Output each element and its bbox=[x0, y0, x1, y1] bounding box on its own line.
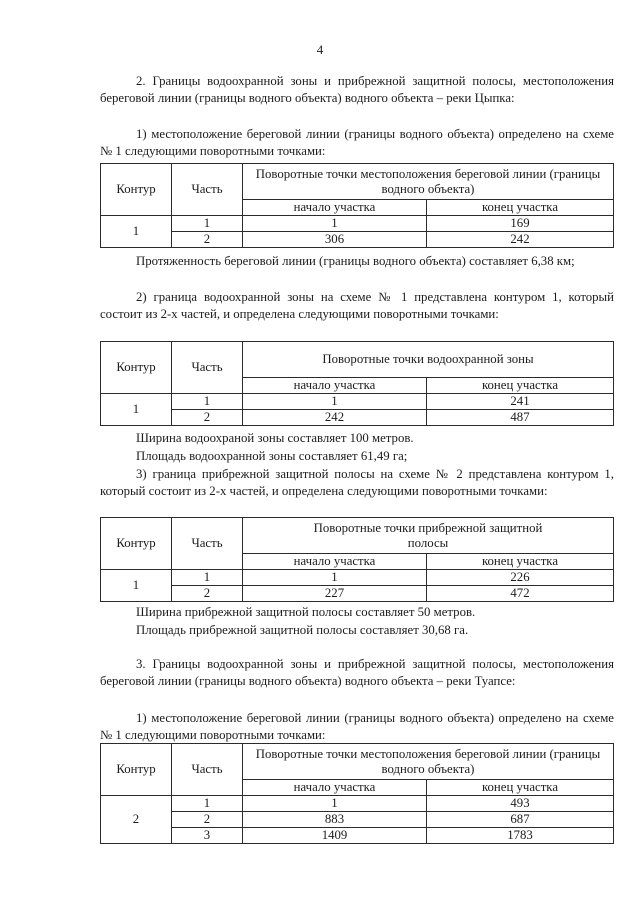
table-row bbox=[101, 232, 614, 248]
header-points: Поворотные точки прибрежной защитной полосы bbox=[243, 518, 614, 554]
header-start: начало участка bbox=[243, 780, 427, 796]
header-contour: Контур bbox=[101, 164, 172, 216]
section-2-table-1 bbox=[100, 163, 614, 248]
section-2-item-3-note-2: Площадь прибрежной защитной полосы составляет 30,68 га. bbox=[136, 623, 469, 637]
end-cell: 687 bbox=[427, 812, 614, 828]
end-cell: 493 bbox=[427, 796, 614, 812]
section-3-heading: 3. Границы водоохранной зоны и прибрежной защитной полосы, местоположения береговой линии (границы водного объекта) водного объекта – реки Туапсе: bbox=[100, 657, 614, 689]
header-contour: Контур bbox=[101, 518, 172, 570]
start-cell: 1 bbox=[243, 394, 427, 410]
end-cell: 487 bbox=[427, 410, 614, 426]
section-2-heading: 2. Границы водоохранной зоны и прибрежной защитной полосы, местоположения береговой линии (границы водного объекта) водного объекта – реки Цыпка: bbox=[100, 74, 614, 106]
table-row bbox=[101, 796, 614, 812]
end-cell: 472 bbox=[427, 586, 614, 602]
contour-cell: 1 bbox=[101, 216, 172, 248]
end-cell: 169 bbox=[427, 216, 614, 232]
header-part: Часть bbox=[172, 164, 243, 216]
end-cell: 1783 bbox=[427, 828, 614, 844]
table-row bbox=[101, 410, 614, 426]
contour-cell: 1 bbox=[101, 394, 172, 426]
start-cell: 883 bbox=[243, 812, 427, 828]
table-row bbox=[101, 828, 614, 844]
table-row bbox=[101, 570, 614, 586]
header-end: конец участка bbox=[427, 554, 614, 570]
table-row bbox=[101, 812, 614, 828]
header-part: Часть bbox=[172, 518, 243, 570]
part-cell: 1 bbox=[172, 216, 243, 232]
start-cell: 1409 bbox=[243, 828, 427, 844]
section-2-item-1-intro: 1) местоположение береговой линии (границы водного объекта) определено на схеме № 1 следующими поворотными точками: bbox=[100, 127, 614, 159]
part-cell: 1 bbox=[172, 394, 243, 410]
part-cell: 3 bbox=[172, 828, 243, 844]
section-2-table-2 bbox=[100, 341, 614, 426]
section-2-item-2-note-1: Ширина водоохраной зоны составляет 100 метров. bbox=[136, 431, 414, 445]
start-cell: 1 bbox=[243, 796, 427, 812]
header-start: начало участка bbox=[243, 378, 427, 394]
page-number: 4 bbox=[316, 42, 324, 57]
header-points: Поворотные точки местоположения береговой линии (границы водного объекта) bbox=[243, 744, 614, 780]
end-cell: 226 bbox=[427, 570, 614, 586]
section-2-item-3-intro: 3) граница прибрежной защитной полосы на схеме № 2 представлена контуром 1, который состоит из 2-х частей, и определена следующими поворотными точками: bbox=[100, 467, 614, 499]
header-start: начало участка bbox=[243, 200, 427, 216]
section-2-item-1-note: Протяженность береговой линии (границы водного объекта) составляет 6,38 км; bbox=[136, 254, 575, 268]
part-cell: 1 bbox=[172, 796, 243, 812]
section-2-item-2-intro: 2) граница водоохранной зоны на схеме № 1 представлена контуром 1, который состоит из 2-х частей, и определена следующими поворотными точками: bbox=[100, 290, 614, 322]
part-cell: 2 bbox=[172, 812, 243, 828]
header-points: Поворотные точки водоохранной зоны bbox=[243, 342, 614, 378]
start-cell: 242 bbox=[243, 410, 427, 426]
header-contour: Контур bbox=[101, 342, 172, 394]
section-3-item-1-intro: 1) местоположение береговой линии (границы водного объекта) определено на схеме № 1 следующими поворотными точками: bbox=[100, 711, 614, 743]
section-3-table-1 bbox=[100, 743, 614, 844]
start-cell: 306 bbox=[243, 232, 427, 248]
table-row bbox=[101, 394, 614, 410]
contour-cell: 1 bbox=[101, 570, 172, 602]
header-part: Часть bbox=[172, 744, 243, 796]
header-part: Часть bbox=[172, 342, 243, 394]
header-contour: Контур bbox=[101, 744, 172, 796]
header-start: начало участка bbox=[243, 554, 427, 570]
end-cell: 241 bbox=[427, 394, 614, 410]
table-row bbox=[101, 216, 614, 232]
part-cell: 2 bbox=[172, 586, 243, 602]
part-cell: 2 bbox=[172, 232, 243, 248]
part-cell: 1 bbox=[172, 570, 243, 586]
section-2-table-3 bbox=[100, 517, 614, 602]
table-row bbox=[101, 586, 614, 602]
contour-cell: 2 bbox=[101, 796, 172, 844]
header-end: конец участка bbox=[427, 780, 614, 796]
start-cell: 227 bbox=[243, 586, 427, 602]
end-cell: 242 bbox=[427, 232, 614, 248]
start-cell: 1 bbox=[243, 570, 427, 586]
part-cell: 2 bbox=[172, 410, 243, 426]
section-2-item-3-note-1: Ширина прибрежной защитной полосы составляет 50 метров. bbox=[136, 605, 476, 619]
header-end: конец участка bbox=[427, 200, 614, 216]
start-cell: 1 bbox=[243, 216, 427, 232]
header-end: конец участка bbox=[427, 378, 614, 394]
header-points: Поворотные точки местоположения береговой линии (границы водного объекта) bbox=[243, 164, 614, 200]
section-2-item-2-note-2: Площадь водоохранной зоны составляет 61,49 га; bbox=[136, 449, 408, 463]
